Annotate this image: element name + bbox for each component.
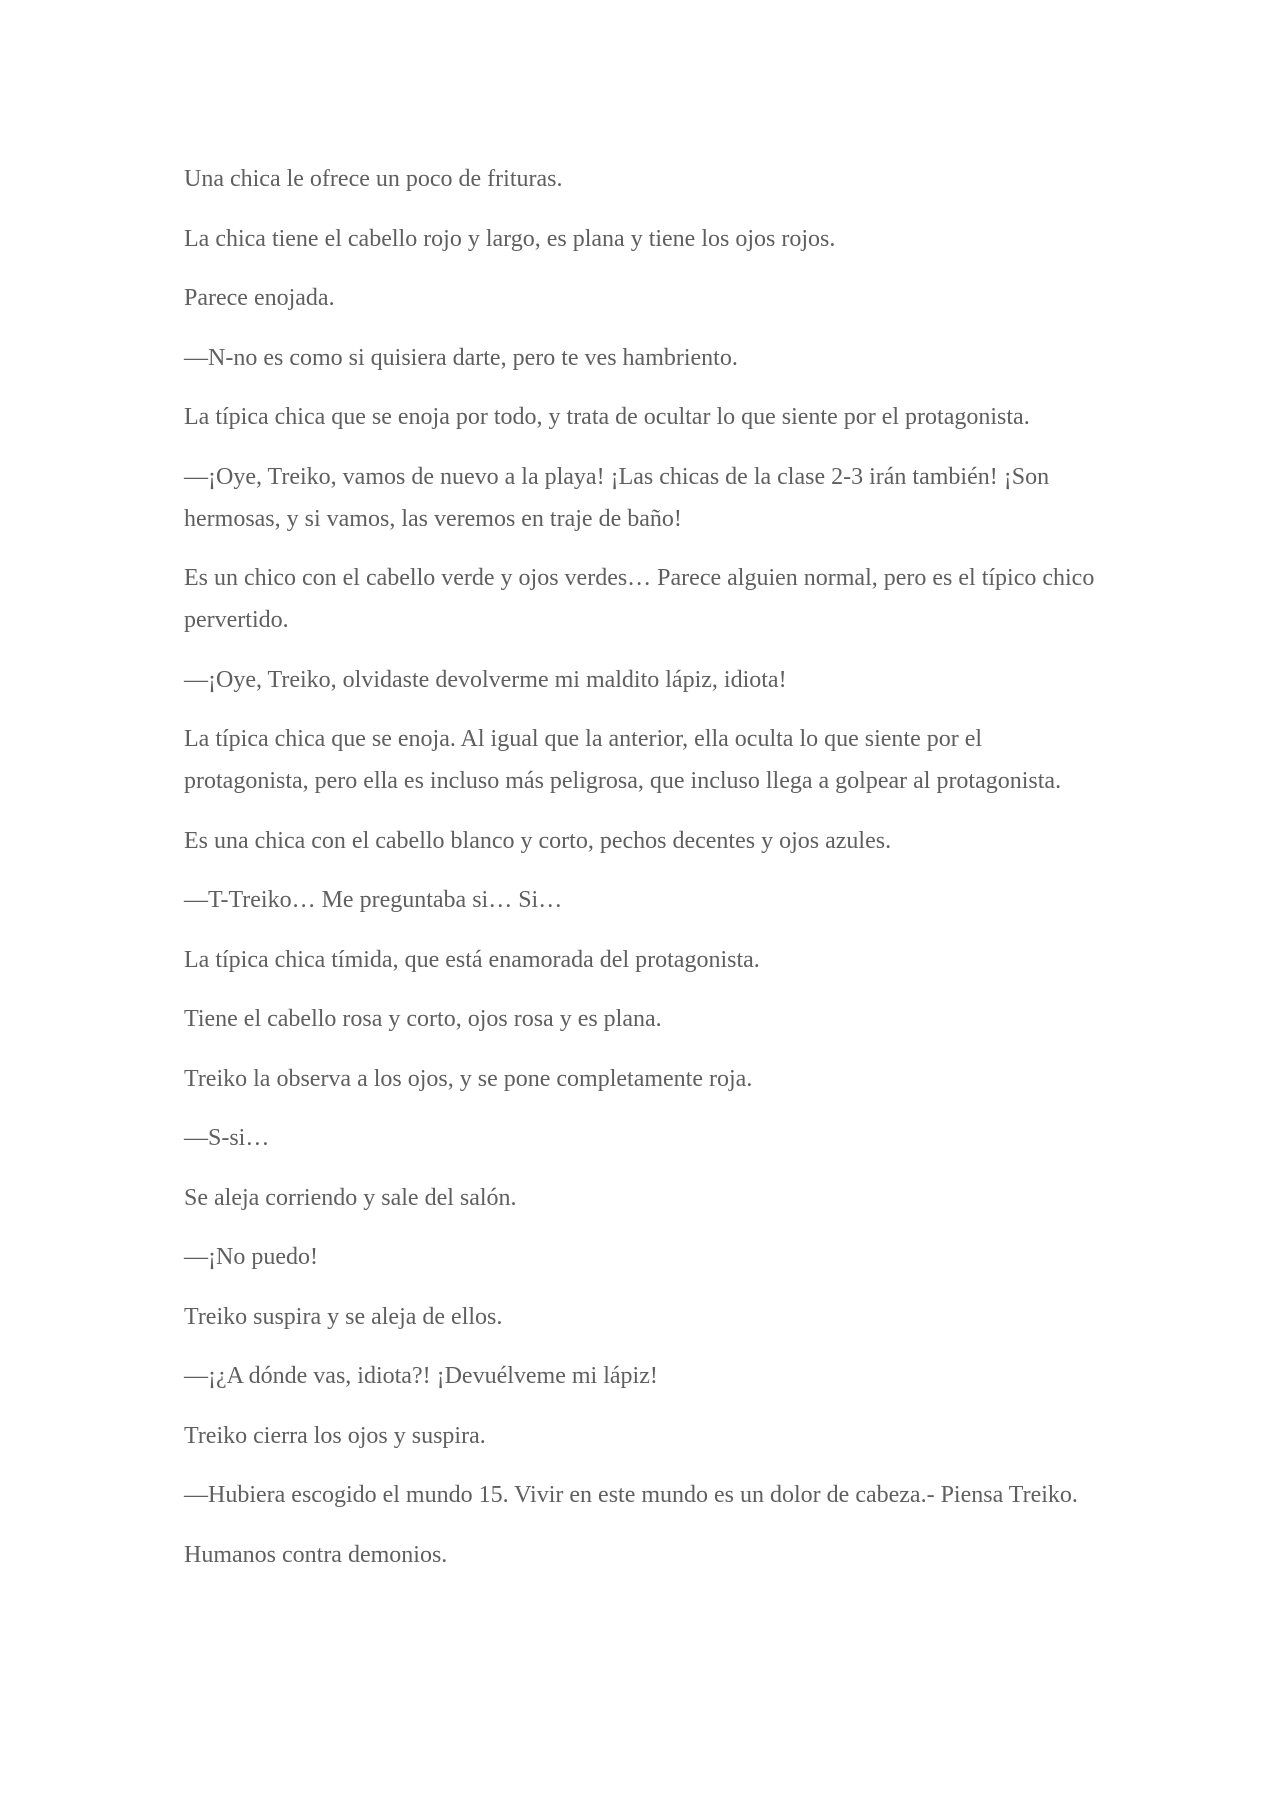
paragraph-3: Parece enojada. bbox=[184, 285, 335, 311]
paragraph-6: —¡Oye, Treiko, vamos de nuevo a la playa! ¡Las chicas de la clase 2-3 irán también! ¡Son hermosas, y si vamos, las veremos en traje de baño! bbox=[184, 463, 1050, 532]
paragraph-15: —S-si… bbox=[184, 1125, 270, 1151]
paragraph-16: Se aleja corriendo y sale del salón. bbox=[184, 1184, 517, 1211]
paragraph-8: —¡Oye, Treiko, olvidaste devolverme mi maldito lápiz, idiota! bbox=[184, 666, 787, 693]
paragraph-10: Es una chica con el cabello blanco y corto, pechos decentes y ojos azules. bbox=[184, 827, 892, 854]
paragraph-12: La típica chica tímida, que está enamorada del protagonista. bbox=[184, 946, 760, 973]
paragraph-5: La típica chica que se enoja por todo, y trata de ocultar lo que siente por el protagonista. bbox=[184, 404, 1030, 430]
paragraph-22: Humanos contra demonios. bbox=[184, 1541, 448, 1568]
paragraph-2: La chica tiene el cabello rojo y largo, es plana y tiene los ojos rojos. bbox=[184, 225, 836, 252]
paragraph-17: —¡No puedo! bbox=[184, 1244, 318, 1270]
paragraph-14: Treiko la observa a los ojos, y se pone completamente roja. bbox=[184, 1065, 753, 1092]
paragraph-1: Una chica le ofrece un poco de frituras. bbox=[184, 166, 563, 192]
paragraph-19: —¡¿A dónde vas, idiota?! ¡Devuélveme mi lápiz! bbox=[184, 1363, 658, 1389]
paragraph-21: —Hubiera escogido el mundo 15. Vivir en este mundo es un dolor de cabeza.- Piensa Treiko. bbox=[184, 1482, 1078, 1508]
paragraph-11: —T-Treiko… Me preguntaba si… Si… bbox=[184, 887, 563, 913]
paragraph-18: Treiko suspira y se aleja de ellos. bbox=[184, 1303, 503, 1330]
paragraph-13: Tiene el cabello rosa y corto, ojos rosa y es plana. bbox=[184, 1006, 662, 1032]
document-body bbox=[184, 158, 1104, 1593]
paragraph-20: Treiko cierra los ojos y suspira. bbox=[184, 1422, 486, 1449]
paragraph-7: Es un chico con el cabello verde y ojos verdes… Parece alguien normal, pero es el típico chico pervertido. bbox=[184, 565, 1095, 633]
paragraph-9: La típica chica que se enoja. Al igual que la anterior, ella oculta lo que siente por el protagonista, pero ella es incluso más peligrosa, que incluso llega a golpear al protagonista. bbox=[184, 726, 1062, 794]
paragraph-4: —N-no es como si quisiera darte, pero te ves hambriento. bbox=[184, 344, 738, 371]
